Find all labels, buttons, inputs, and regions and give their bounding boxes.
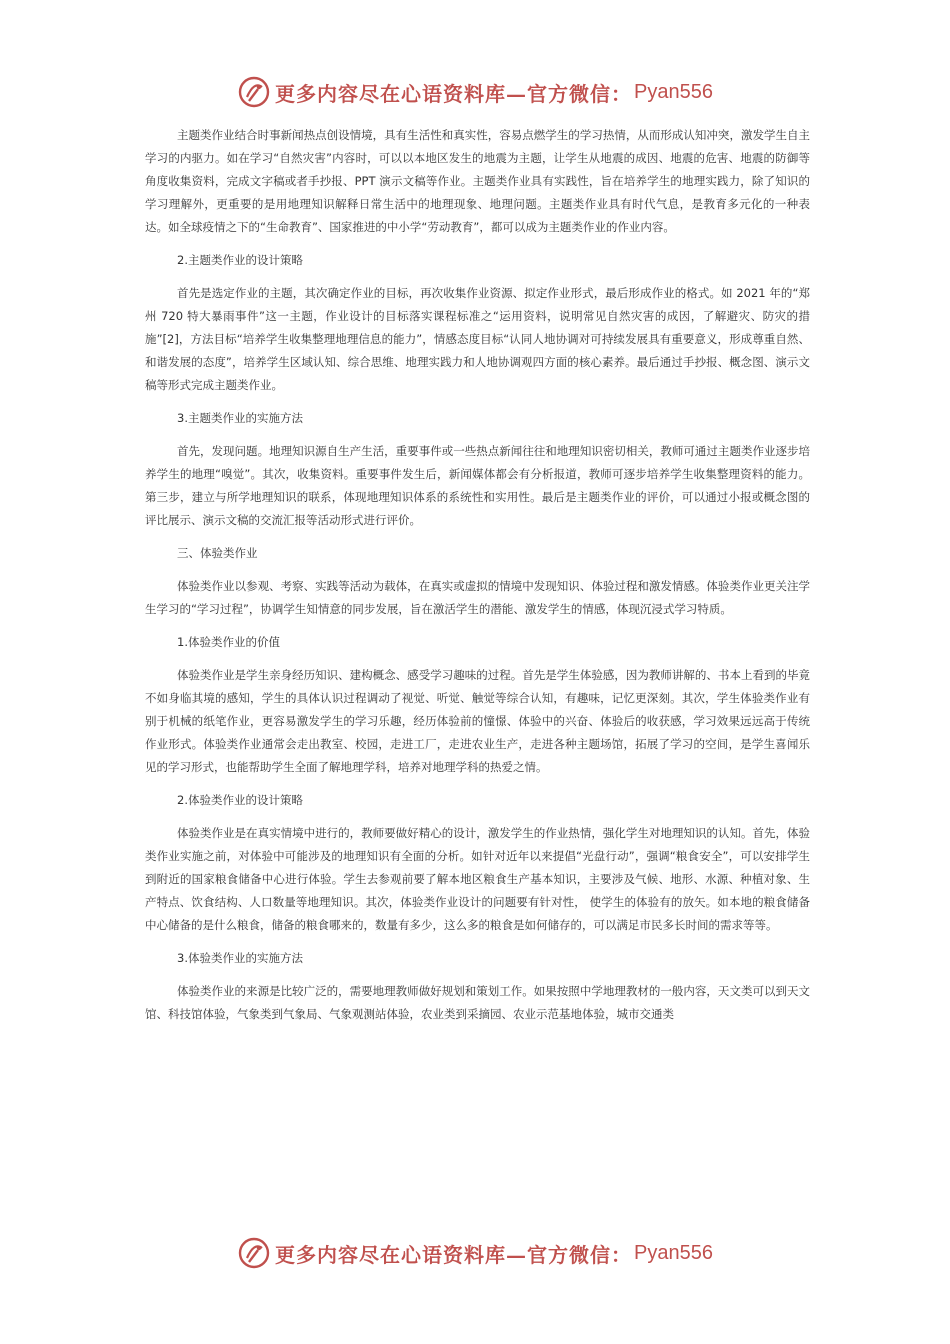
paragraph: 首先是选定作业的主题，其次确定作业的目标，再次收集作业资源、拟定作业形式，最后形成作业的格式。如 2021 年的“郑州 720 特大暴雨事件”这一主题，作业设计的目标落实课程标准之“运用资料，说明常见自然灾害的成因，了解避灾、防灾的措施”[2]，方法目标“培养学生收集整理地理信息的能力”，情感态度目标“认同人地协调对可持续发展具有重要意义，形成尊重自然、和谐发展的态度”，培养学生区域认知、综合思维、地理实践力和人地协调观四方面的核心素养。最后通过手抄报、概念图、演示文稿等形式完成主题类作业。 — [145, 286, 810, 392]
banner-wechat-id: Pyan556 — [634, 80, 713, 103]
paragraph: 体验类作业以参观、考察、实践等活动为载体，在真实或虚拟的情境中发现知识、体验过程和激发情感。体验类作业更关注学生学习的“学习过程”，协调学生知情意的同步发展，旨在激活学生的潜能、激发学生的情感，体现沉浸式学习特质。 — [145, 579, 810, 616]
paragraph: 首先，发现问题。地理知识源自生产生活，重要事件或一些热点新闻往往和地理知识密切相关，教师可通过主题类作业逐步培养学生的地理“嗅觉”。其次，收集资料。重要事件发生后，新闻媒体都会有分析报道，教师可逐步培养学生收集整理资料的能力。第三步，建立与所学地理知识的联系，体现地理知识体系的系统性和实用性。最后是主题类作业的评价，可以通过小报或概念图的评比展示、演示文稿的交流汇报等活动形式进行评价。 — [145, 444, 810, 527]
logo-icon — [237, 75, 271, 109]
banner-text: 更多内容尽在心语资料库—官方微信： — [275, 1242, 633, 1267]
paragraph: 体验类作业的来源是比较广泛的，需要地理教师做好规划和策划工作。如果按照中学地理教材的一般内容，天文类可以到天文馆、科技馆体验，气象类到气象局、气象观测站体验，农业类到采摘园、农业示范基地体验，城市交通类 — [145, 984, 810, 1021]
banner-text: 更多内容尽在心语资料库—官方微信： — [275, 81, 633, 106]
paragraph: 体验类作业是在真实情境中进行的，教师要做好精心的设计，激发学生的作业热情，强化学生对地理知识的认知。首先，体验类作业实施之前，对体验中可能涉及的地理知识有全面的分析。如针对近年以来提倡“光盘行动”，强调“粮食安全”，可以安排学生到附近的国家粮食储备中心进行体验。学生去参观前要了解本地区粮食生产基本知识，主要涉及气候、地形、水源、种植对象、生产特点、饮食结构、人口数量等地理知识。其次，体验类作业设计的问题要有针对性， 使学生的体验有的放矢。如本地的粮食储备中心储备的是什么粮食，储备的粮食哪来的，数量有多少，这么多的粮食是如何储存的，可以满足市民多长时间的需求等等。 — [145, 826, 810, 932]
section-heading: 3.主题类作业的实施方法 — [177, 411, 303, 425]
section-heading: 3.体验类作业的实施方法 — [177, 951, 303, 965]
footer-banner — [0, 1233, 950, 1273]
section-heading: 三、体验类作业 — [177, 546, 258, 560]
banner-wechat-id: Pyan556 — [634, 1241, 713, 1264]
section-heading: 2.体验类作业的设计策略 — [177, 793, 303, 807]
paragraph: 体验类作业是学生亲身经历知识、建构概念、感受学习趣味的过程。首先是学生体验感，因为教师讲解的、书本上看到的毕竟不如身临其境的感知，学生的具体认识过程调动了视觉、听觉、触觉等综合认知，有趣味，记忆更深刻。其次，学生体验类作业有别于机械的纸笔作业，更容易激发学生的学习乐趣，经历体验前的憧憬、体验中的兴奋、体验后的收获感，学习效果远远高于传统作业形式。体验类作业通常会走出教室、校园，走进工厂，走进农业生产，走进各种主题场馆，拓展了学习的空间，是学生喜闻乐见的学习形式，也能帮助学生全面了解地理学科，培养对地理学科的热爱之情。 — [145, 668, 810, 774]
section-heading: 2.主题类作业的设计策略 — [177, 253, 303, 267]
section-heading: 1.体验类作业的价值 — [177, 635, 280, 649]
paragraph: 主题类作业结合时事新闻热点创设情境，具有生活性和真实性，容易点燃学生的学习热情，从而形成认知冲突，激发学生自主学习的内驱力。如在学习“自然灾害”内容时，可以以本地区发生的地震为主题，让学生从地震的成因、地震的危害、地震的防御等角度收集资料，完成文字稿或者手抄报、PPT 演示文稿等作业。主题类作业具有实践性，旨在培养学生的地理实践力，除了知识的学习理解外，更重要的是用地理知识解释日常生活中的地理现象、地理问题。主题类作业具有时代气息，是教育多元化的一种表达。如全球疫情之下的“生命教育”、国家推进的中小学“劳动教育”，都可以成为主题类作业的作业内容。 — [145, 128, 810, 234]
header-banner — [0, 72, 950, 112]
document-body — [145, 124, 810, 1036]
logo-icon — [237, 1236, 271, 1270]
